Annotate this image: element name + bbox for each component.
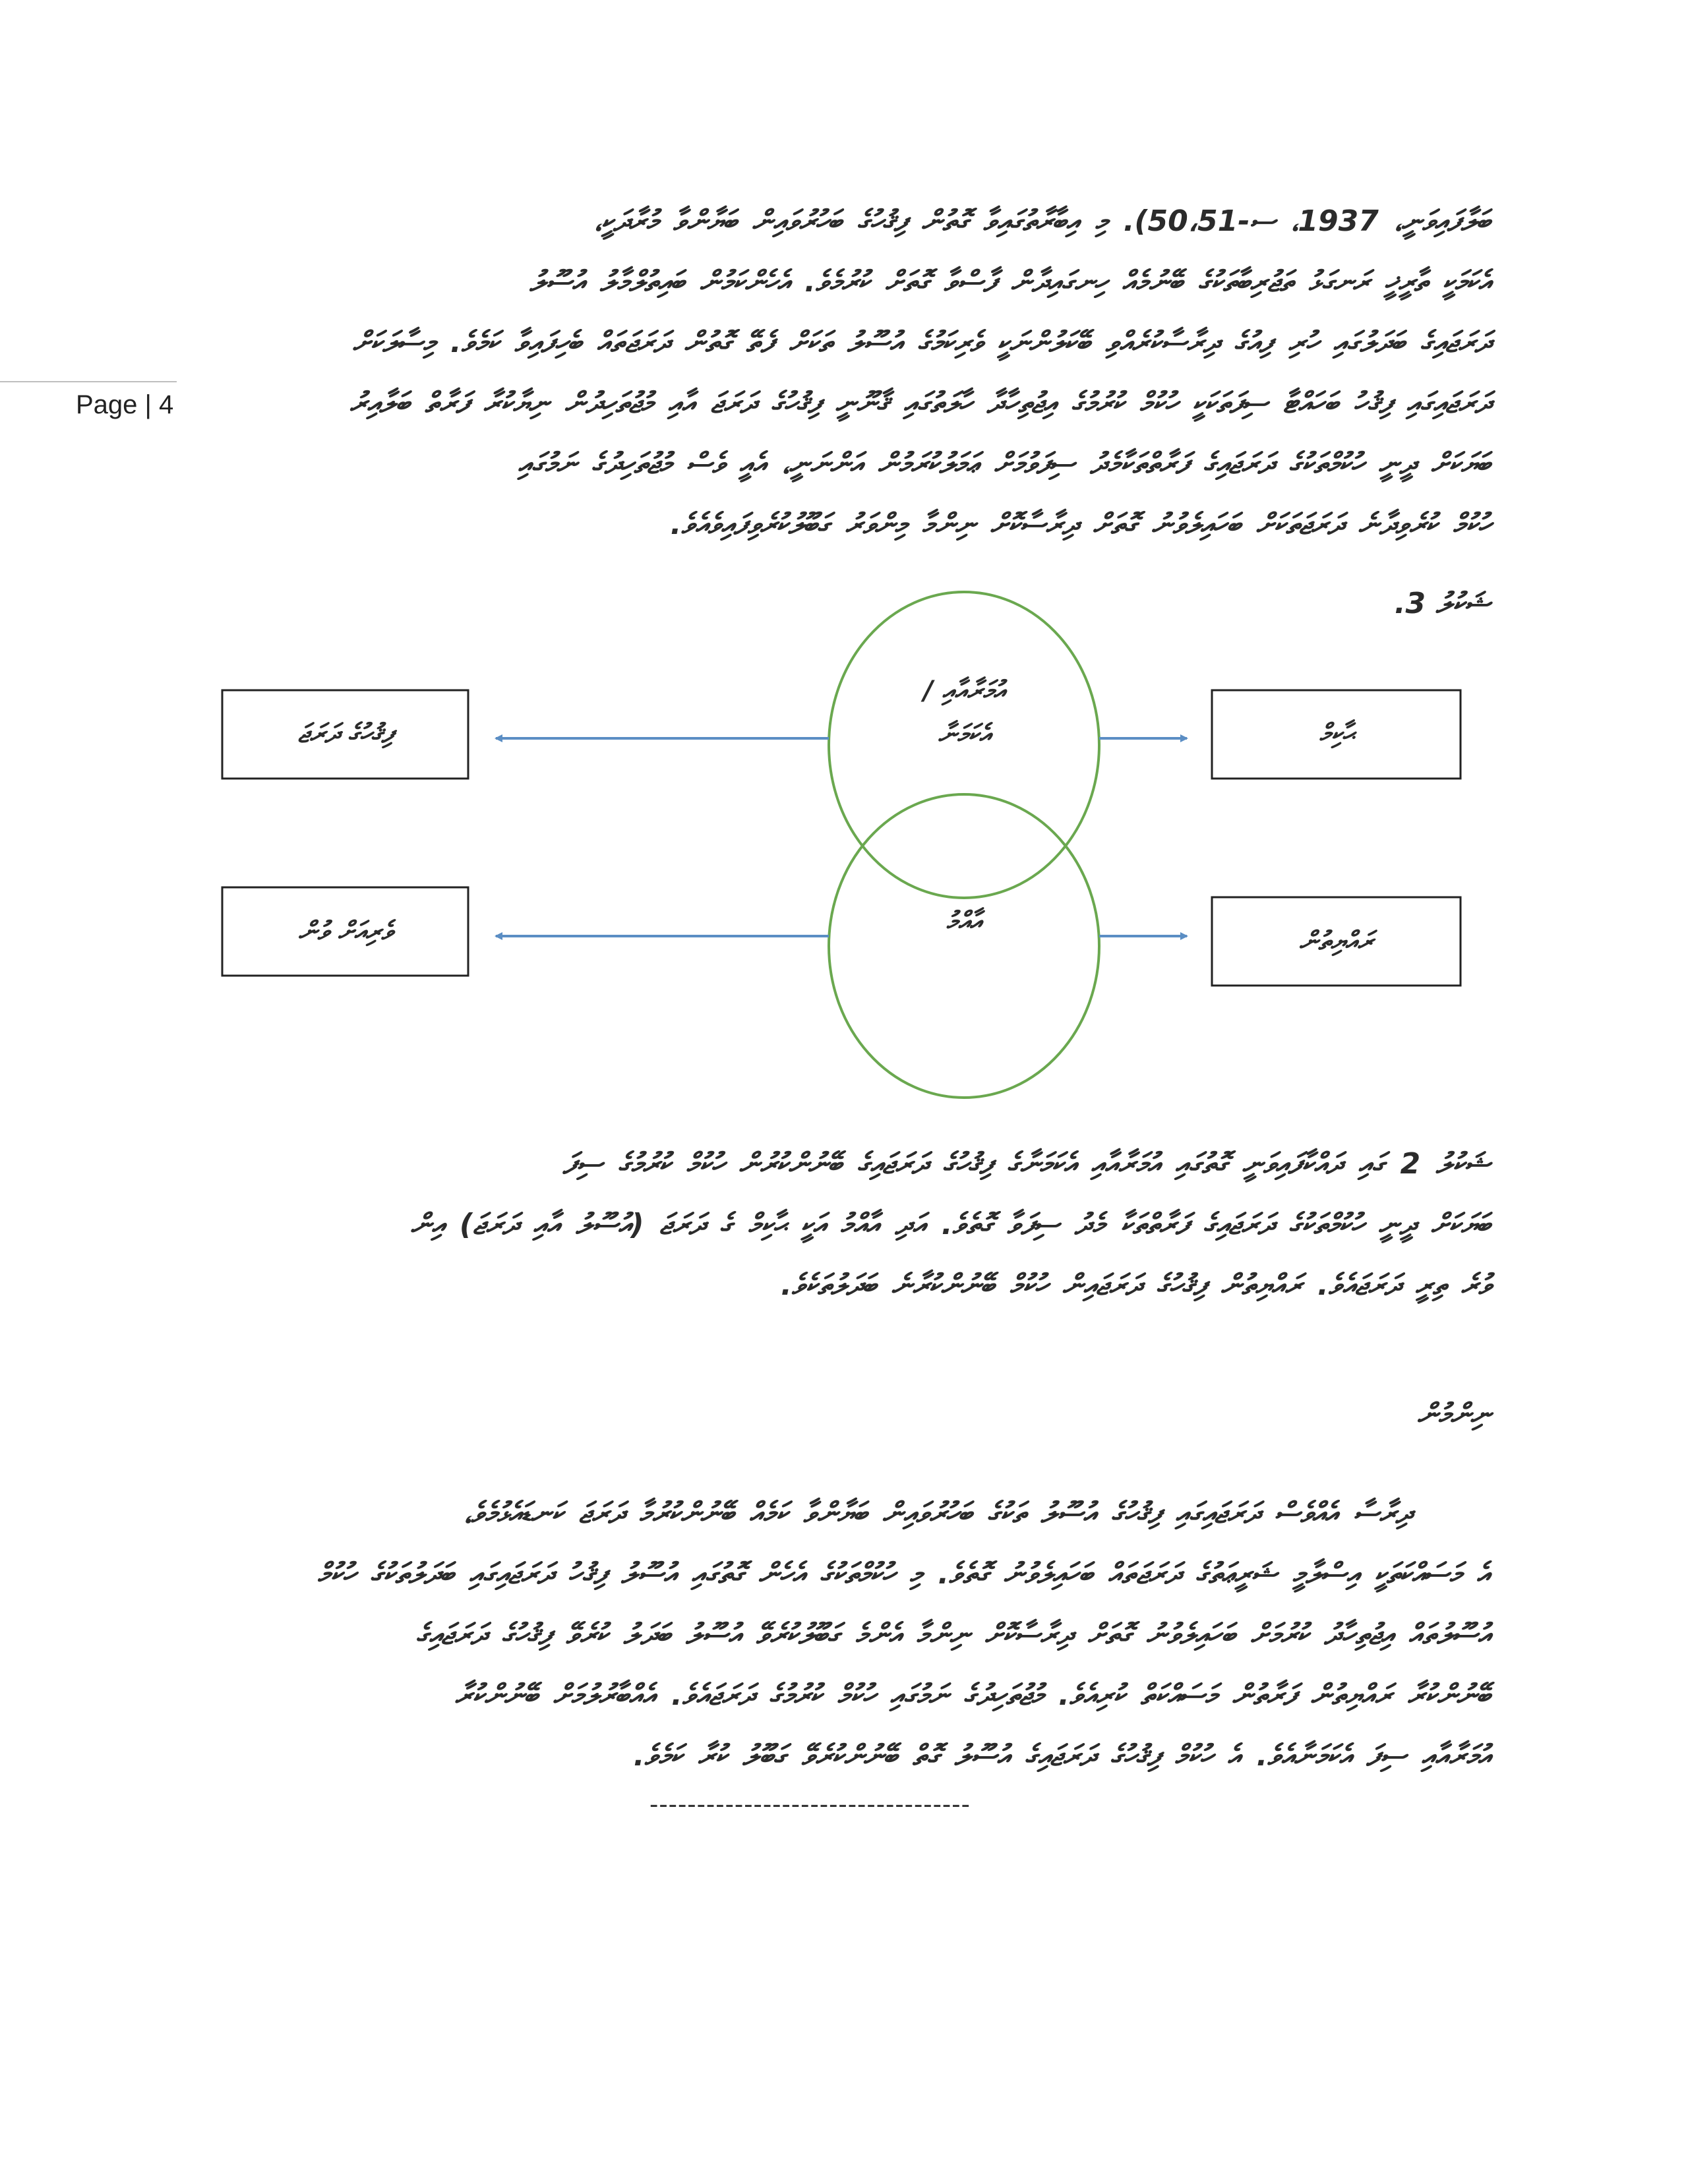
paragraph-2 bbox=[198, 1134, 1490, 1316]
paragraph-3-line: ބޭނުންކުރާ ރައްޔިތުން ފަރާތުން މަސައްކަތް ކުރިއެވެ. މުޖުތަހިދުގެ ނަމުގައި ހުކުމް ކުރުމުގެ ދަރަޖައެވެ. އެއްބާރުލުމަށް ބޭނުންކުރާ bbox=[454, 1678, 1490, 1712]
paragraph-1-line: ބަލާފައިވަނީ، 1937، ސ-50،51). މި އިބާރާތުގައިވާ ގޮތުން ފިޤުހުގެ ބަހުރުވައިން ބަޔާންވާ މުރާދަކީ، bbox=[593, 204, 1490, 238]
paragraph-1-line: ދަރަޖައިގައި ފިޤުހު ބަހައްޓާ ސިފަތަކަކީ ހުކުމް ކުރުމުގެ އިޖުތިހާދާ ހާލަތުގައި ޤާނޫނީ ފިޤުހުގެ ދަރަޖަ އާއި މުޖުތަހިދުން ނިޔާކުރާ ފަރާތް ބަލާއިރު bbox=[349, 386, 1490, 420]
circle-top-label-line1: އުމަރާއާއި / bbox=[923, 676, 1005, 706]
page-number: Page | 4 bbox=[76, 390, 174, 419]
paragraph-1-line: އެކަމަކީ ތާރީޚީ ރަނގަޅު ތަޖުރިބާތަކުގެ ބޭނުމެއް ހިނގައިދާން ފާސްވާ ގޮތަށް ކުރުމެވެ. އެހެންކަމުން ބައިތުލްމާލު އުސޫލު bbox=[529, 265, 1490, 299]
paragraph-1-line: ދަރަޖައިގެ ބަދަލުގައި ހުރި ފިއުގެ ދިރާސާކުރެއްވި ބޭކަލުންނަކީ ވެރިކަމުގެ އުސޫލު ތަކަށް ފެތޭ ގޮތުން ދަރަޖަތައް ބެހިފައިވާ ކަމެވެ. މިސާލަކަށް bbox=[352, 326, 1490, 359]
box-left-bottom-label: ވެރިއަށް ވުން bbox=[298, 916, 392, 947]
end-separator: ---------------------------------- bbox=[649, 1790, 971, 1819]
circle-bottom bbox=[829, 794, 1099, 1098]
paragraph-2-line: ވުރެ ތިރީ ދަރަޖައެވެ. ރައްޔިތުން ފިޤުހުގެ ދަރަޖައިން ހުކުމް ބޭނުންކުރާނެ ބަދަލުތަކެވެ. bbox=[781, 1268, 1490, 1302]
paragraph-1-line: ހުކުމް ކުރެވިދާނެ ދަރަޖަތަކަށް ބަހައިލެވުނު ގޮތަށް ދިރާސާކޮށް ނިންމާ މިންވަރު ގަބޫލުކުރެވިފައިވެއެވެ. bbox=[670, 508, 1490, 541]
circle-top-label-line2: އެކަމަނާ bbox=[938, 719, 990, 750]
paragraph-3-line: ދިރާސާ އެއްވެސް ދަރަޖައިގައި ފިޤުހުގެ އުސޫލު ތަކުގެ ބަހުރުވައިން ބަޔާންވާ ކަމެއް ބޭނުންކުރުމާ ދަރަޖަ ކަނޑައެޅުމެވެ، bbox=[464, 1496, 1411, 1530]
paragraph-2-line: ބަޔަކަށް ދީނީ ހުކުމްތަކުގެ ދަރަޖައިގެ ފަރާތްތަކާ މެދު ސިފަވާ ގޮތެވެ. އަދި އާއްމު އަކީ ޙާކިމް ގެ ދަރަޖަ (އުސޫލު އާއި ދަރަޖަ) އިން bbox=[410, 1208, 1490, 1241]
box-left-top-label: ފިޤުހުގެ ދަރަޖަ bbox=[297, 719, 393, 749]
paragraph-3-line: އުސޫލުތައް އިޖުތިހާދު ކުރުމަށް ބަހައިލެވުނު ގޮތަށް ދިރާސާކޮށް ނިންމާ އެންމެ ގަބޫލުކުރެވޭ އުސޫލު ބަދަލު ކުރެވޭ ފިޤުހުގެ ދަރަޖައިގެ bbox=[415, 1618, 1490, 1651]
box-right-top-label: ޙާކިމް bbox=[1319, 719, 1354, 749]
paragraph-2-line: ޝަކުލު 2 ގައި ދައްކާފައިވަނީ ގޮތުގައި އުމަރާއާއި އެކަމަނާގެ ފިޤުހުގެ ދަރަޖައިގެ ބޭނުންކުރުން ހުކުމް ކުރުމުގެ ސިފަ bbox=[562, 1147, 1490, 1181]
paragraph-1-line: ބަޔަކަށް ދީނީ ހުކުމްތަކުގެ ދަރަޖައިގެ ފަރާތްތަކާމެދު ސިފަވުމަށް ޢަމަލުކުރަމުން އަންނަނީ، އެއީ ވެސް މުޖުތަހިދުގެ ނަމުގައި bbox=[518, 447, 1490, 481]
paragraph-3-line: އުމަރާއާއި ސިފަ އެކަމަނާއެވެ. އެ ހުކުމް ފިޤުހުގެ ދަރަޖައިގެ އުސޫލު ގޮތް ބޭނުންކުރެވޭ ގަބޫލު ކުރާ ކަމެވެ. bbox=[633, 1739, 1490, 1773]
circle-top-label bbox=[852, 669, 1076, 756]
figure-label: ޝަކުލު 3. bbox=[1394, 587, 1490, 620]
paragraph-3 bbox=[198, 1483, 1490, 1786]
circle-bottom-label: އާއްމު bbox=[946, 906, 982, 937]
conclusion-heading: ނިންމުން bbox=[1417, 1398, 1490, 1431]
box-right-bottom-label: ރައްޔިތުން bbox=[1299, 926, 1373, 957]
paragraph-3-line: އެ މަސައްކަތަކީ އިސްލާމީ ޝަރީޢަތުގެ ދަރަޖަތައް ބަހައިލެވުނު ގޮތެވެ. މި ހުކުމްތަކުގެ އެހެން ގޮތުގައި އުސޫލު ފިޤުހު ދަރަޖައިގައި ބަދަލުތަކުގެ ހުކުމް bbox=[317, 1557, 1490, 1591]
